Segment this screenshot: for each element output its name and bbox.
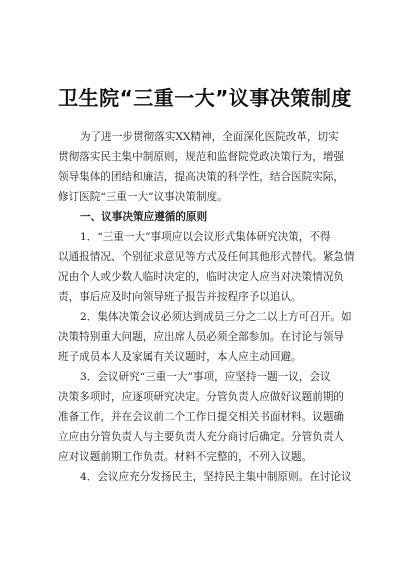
- document-body: [58, 127, 358, 487]
- item-1-line-1: 1．“三重一大”事项应以会议形式集体研究决策，不得: [80, 231, 331, 243]
- item-2-line-2: 决策特别重大问题，应出席人员必须全部参加。在讨论与领导: [58, 331, 345, 343]
- section-heading-principles: 一、议事决策应遵循的原则: [80, 211, 208, 223]
- item-3-paragraph: [58, 367, 358, 467]
- item-1-line-4: 责，事后应及时向领导班子报告并按程序予以追认。: [58, 291, 302, 303]
- item-3-line-4: 立应由分管负责人与主要负责人充分商讨后确定。分管负责人: [58, 431, 345, 443]
- item-1-line-2: 以通报情况、个别征求意见等方式及任何其他形式替代。紧急情: [58, 251, 355, 263]
- document-title: 卫生院“三重一大”议事决策制度: [58, 86, 352, 110]
- item-4-paragraph: [58, 467, 358, 487]
- intro-line-4: 修订医院“三重一大”议事决策制度。: [58, 191, 228, 203]
- item-3-line-1: 3．会议研究“三重一大”事项，应坚持一题一议，会议: [80, 371, 331, 383]
- item-2-paragraph: [58, 307, 358, 367]
- item-3-line-3: 准备工作，并在会议前二个工作日提交相关书面材料。议题确: [58, 411, 345, 423]
- intro-paragraph: [58, 127, 358, 207]
- item-1-paragraph: [58, 227, 358, 307]
- intro-line-3: 领导集体的团结和廉洁，提高决策的科学性，结合医院实际，: [58, 171, 345, 183]
- item-3-line-5: 应对议题前期工作负责。材料不完整的，不列入议题。: [58, 451, 313, 463]
- item-3-line-2: 决策多项时，应逐项研究决定。分管负责人应做好议题前期的: [58, 391, 345, 403]
- intro-line-1: 为了进一步贯彻落实XX精神，全面深化医院改革，切实: [80, 131, 339, 143]
- item-2-line-1: 2．集体决策会议必须达到成员三分之二以上方可召开。如: [80, 311, 352, 323]
- item-1-line-3: 况由个人或少数人临时决定的，临时决定人应当对决策情况负: [58, 271, 345, 283]
- item-4-line-1: 4．会议应充分发扬民主，坚持民主集中制原则。在讨论议: [80, 471, 352, 483]
- item-2-line-3: 班子成员本人及家属有关议题时，本人应主动回避。: [58, 351, 302, 363]
- intro-line-2: 贯彻落实民主集中制原则，规范和监督院党政决策行为，增强: [58, 151, 345, 163]
